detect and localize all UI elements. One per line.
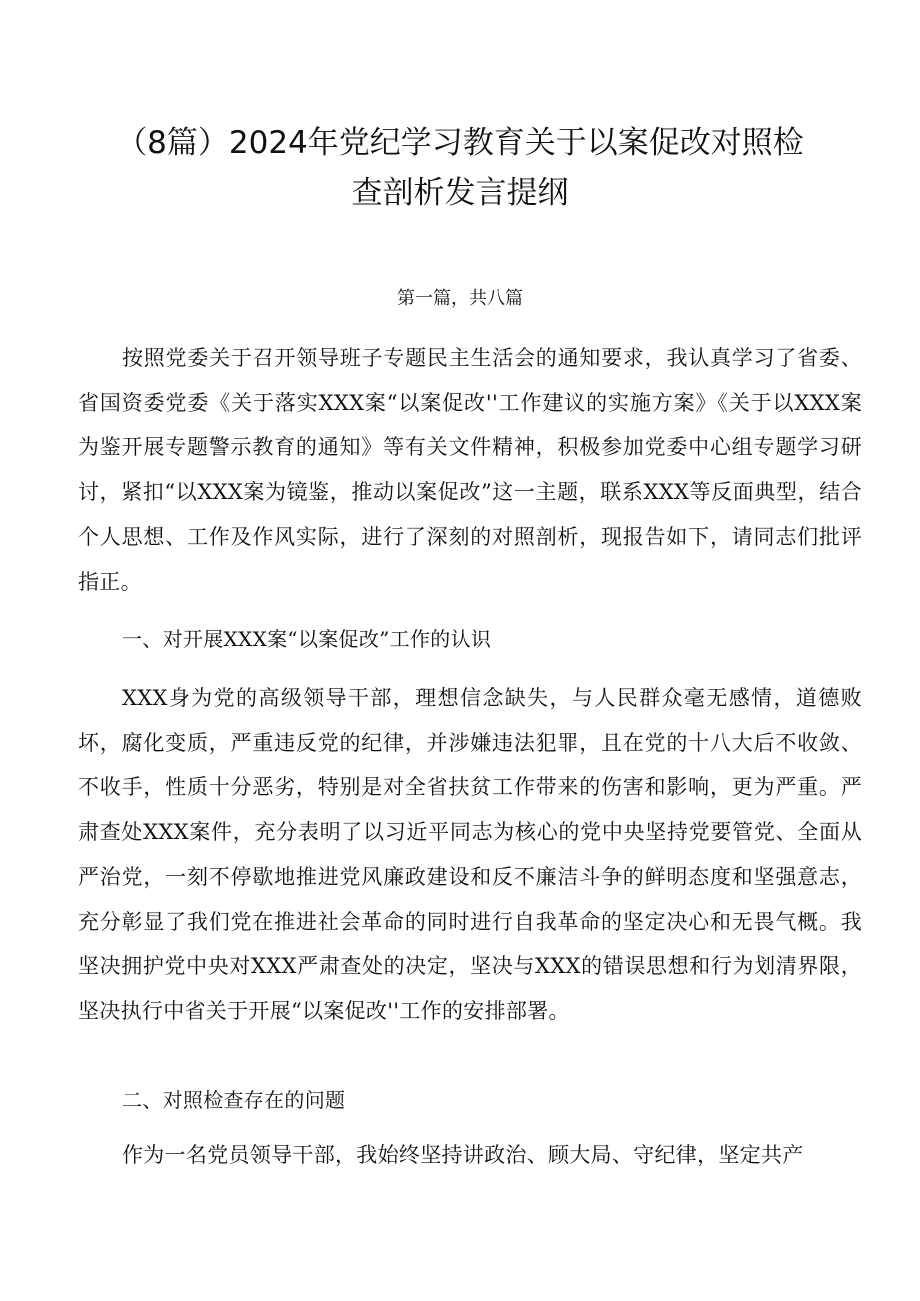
heading-section-2: 二、对照检查存在的问题: [122, 1088, 346, 1112]
title-line-2: 查剖析发言提纲: [351, 175, 569, 211]
heading-section-1: 一、对开展XXX案“以案促改”工作的认识: [122, 627, 492, 651]
document-title: [60, 118, 860, 218]
title-line-1: （8篇）2024年党纪学习教育关于以案促改对照检: [116, 125, 804, 161]
paragraph-understanding: XXX身为党的高级领导干部，理想信念缺失，与人民群众毫无感情，道德败坏，腐化变质，严重违反党的纪律，并涉嫌违法犯罪，且在党的十八大后不收敛、不收手，性质十分恶劣，特别是对全省扶贫工作带来的伤害和影响，更为严重。严肃查处XXX案件，充分表明了以习近平同志为核心的党中央坚持党要管党、全面从严治党，一刻不停歇地推进党风廉政建设和反不廉洁斗争的鲜明态度和坚强意志，充分彰显了我们党在推进社会革命的同时进行自我革命的坚定决心和无畏气概。我坚决拥护党中央对XXX严肃查处的决定，坚决与XXX的错误思想和行为划清界限，坚决执行中省关于开展“以案促改''工作的安排部署。: [78, 686, 862, 1023]
section-label: 第一篇，共八篇: [397, 288, 523, 309]
paragraph-problems: 作为一名党员领导干部，我始终坚持讲政治、顾大局、守纪律，坚定共产: [122, 1143, 804, 1167]
paragraph-intro: 按照党委关于召开领导班子专题民主生活会的通知要求，我认真学习了省委、省国资委党委《关于落实XXX案“以案促改''工作建议的实施方案》《关于以XXX案为鉴开展专题警示教育的通知》等有关文件精神，积极参加党委中心组专题学习研讨，紧扣“以XXX案为镜鉴，推动以案促改”这一主题，联系XXX等反面典型，结合个人思想、工作及作风实际，进行了深刻的对照剖析，现报告如下，请同志们批评指正。: [78, 346, 862, 594]
